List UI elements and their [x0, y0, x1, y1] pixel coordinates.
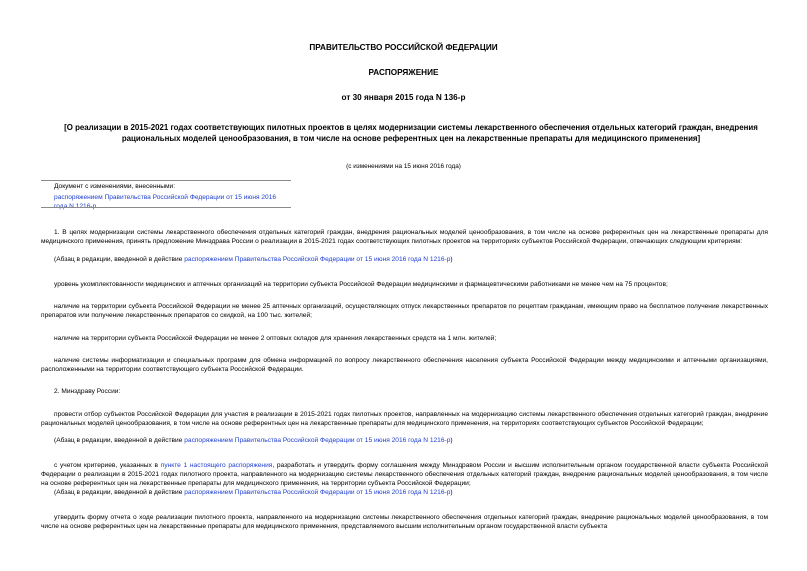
- paragraph-1: 1. В целях модернизации системы лекарственного обеспечения отдельных категорий граждан, внедрения рациональных моделей ценообразования, в том числе на основе референтных цен на лекарственные препараты для медицинского применения, принять предложение Минздрава России о реализации в 2015-2021 годах соответствующих пилотных проектов на территориях субъектов Российской Федерации, отвечающих следующим критериям:: [41, 229, 768, 245]
- edition-note: (Абзац в редакции, введенной в действие распоряжением Правительства Российской Федерации от 15 июня 2016 года N 1216-р): [54, 489, 453, 496]
- document-date-number: от 30 января 2015 года N 136-р: [341, 93, 466, 102]
- government-heading: ПРАВИТЕЛЬСТВО РОССИЙСКОЙ ФЕДЕРАЦИИ: [309, 43, 498, 52]
- paragraph-2: 2. Минздраву России:: [54, 388, 121, 395]
- document-type-heading: РАСПОРЯЖЕНИЕ: [368, 68, 439, 77]
- paragraph-2-selection: провести отбор субъектов Российской Федерации для участия в реализации в 2015-2021 годах пилотных проектов, направленных на модернизацию системы лекарственного обеспечения отдельных категорий граждан, внедрение рациональных моделей ценообразования, в том числе на основе референтных цен на лекарственные препараты для медицинского применения, на территориях соответствующих субъектов Российской Федерации;: [41, 411, 768, 427]
- clause-1-link[interactable]: пункте 1 настоящего распоряжения: [160, 462, 273, 469]
- amending-act-link[interactable]: распоряжением Правительства Российской Федерации от 15 июня 2016 года N 1216-р: [54, 194, 277, 210]
- edition-note: (Абзац в редакции, введенной в действие распоряжением Правительства Российской Федерации от 15 июня 2016 года N 1216-р): [54, 256, 453, 263]
- criterion-staffing: уровень укомплектованности медицинских и аптечных организаций на территории субъекта Российской Федерации медицинскими и фармацевтическими работниками не менее чем на 75 процентов;: [54, 281, 668, 288]
- edition-note: (Абзац в редакции, введенной в действие распоряжением Правительства Российской Федерации от 15 июня 2016 года N 1216-р): [54, 437, 453, 444]
- criterion-informatization: наличие системы информатизации и специальных программ для обмена информацией по вопросу лекарственного обеспечения населения субъекта Российской Федерации между медицинскими и аптечными организациями, расположенными на территории соответствующего субъекта Российской Федерации.: [41, 357, 768, 373]
- edition-act-link[interactable]: распоряжением Правительства Российской Федерации от 15 июня 2016 года N 1216-р: [184, 489, 451, 496]
- amendments-label: Документ с изменениями, внесенными:: [54, 183, 176, 190]
- amendments-entry: [54, 194, 291, 212]
- edition-act-link[interactable]: распоряжением Правительства Российской Федерации от 15 июня 2016 года N 1216-р: [184, 437, 451, 444]
- amendment-note: (с изменениями на 15 июня 2016 года): [346, 163, 461, 170]
- paragraph-2-agreement-form: с учетом критериев, указанных в пункте 1 настоящего распоряжения, разработать и утвердить форму соглашения между Минздравом России и высшим исполнительным органом государственной власти субъекта Российской Федерации о реализации в 2015-2021 годах пилотного проекта, направленного на модернизацию системы лекарственного обеспечения отдельных категорий граждан, внедрение рациональных моделей ценообразования, в том числе на основе референтных цен на лекарственные препараты для медицинского применения, на территории субъекта Российской Федерации;: [41, 462, 769, 487]
- criterion-warehouses: наличие на территории субъекта Российской Федерации не менее 2 оптовых складов для хранения лекарственных средств на 1 млн. жителей;: [54, 335, 497, 342]
- document-title: [О реализации в 2015-2021 годах соответствующих пилотных проектов в целях модернизации системы лекарственного обеспечения отдельных категорий граждан, внедрения рациональных моделей ценообразования, в том числе на основе референтных цен на лекарственные препараты для медицинского применения]: [64, 123, 758, 143]
- amending-act-suffix: .: [96, 202, 99, 210]
- divider: [41, 207, 291, 208]
- divider: [41, 180, 291, 181]
- paragraph-2-report-form: утвердить форму отчета о ходе реализации пилотного проекта, направленного на модернизацию системы лекарственного обеспечения отдельных категорий граждан, внедрение рациональных моделей ценообразования, в том числе на основе референтных цен на лекарственные препараты для медицинского применения, представляемого высшим исполнительным органом государственной власти субъекта: [41, 514, 768, 530]
- edition-act-link[interactable]: распоряжением Правительства Российской Федерации от 15 июня 2016 года N 1216-р: [184, 256, 451, 263]
- criterion-pharmacies: наличие на территории субъекта Российской Федерации не менее 25 аптечных организаций, осуществляющих отпуск лекарственных препаратов по рецептам гражданам, имеющим право на бесплатное получение лекарственных препаратов или получение лекарственных препаратов со скидкой, на 100 тыс. жителей;: [41, 303, 768, 319]
